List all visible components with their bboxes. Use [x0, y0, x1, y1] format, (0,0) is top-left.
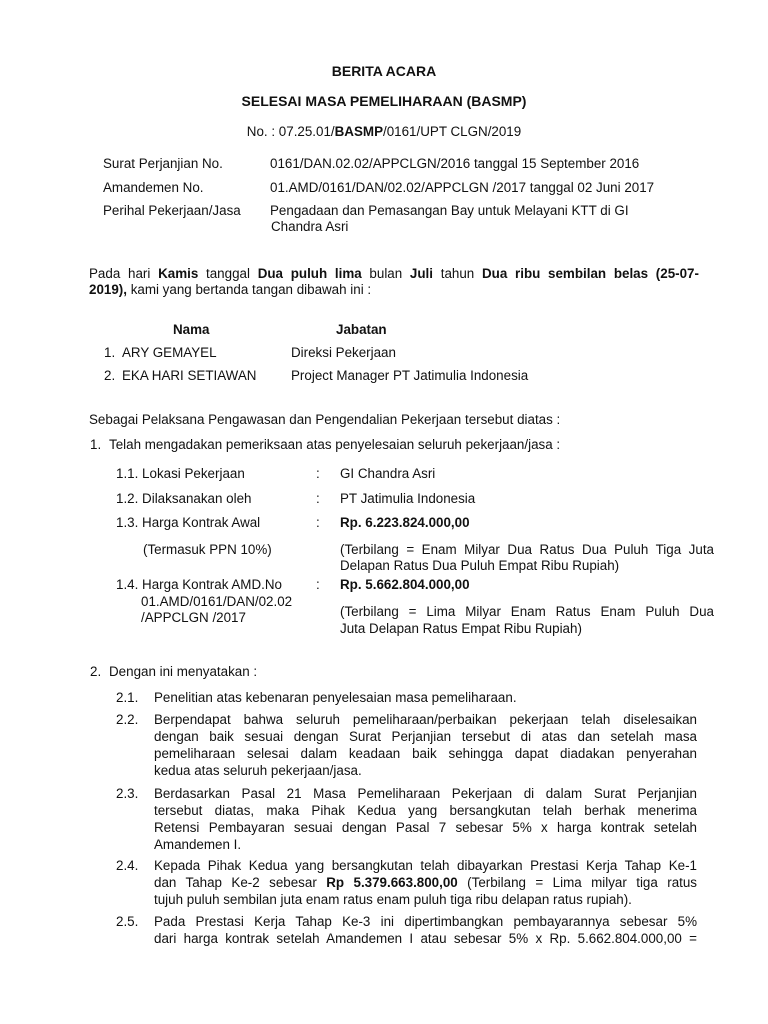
ref-label-agreement: Surat Perjanjian No. — [103, 156, 223, 171]
ref-label-subject: Perihal Pekerjaan/Jasa — [103, 203, 241, 218]
item-text-line: Berdasarkan Pasal 21 Masa Pemeliharaan Pekerjaan di dalam Surat Perjanjian — [154, 786, 697, 801]
number-code: BASMP — [334, 124, 383, 139]
item-text: (Terbilang = Lima milyar tiga ratus — [457, 875, 698, 890]
colon: : — [316, 491, 320, 506]
opening-text: kami yang bertanda tangan dibawah ini : — [126, 282, 372, 297]
executor-label: 1.2. Dilaksanakan oleh — [116, 491, 252, 506]
opening-line-1 — [89, 265, 699, 282]
ref-value-subject-1: Pengadaan dan Pemasangan Bay untuk Melayani KTT di GI — [270, 203, 629, 218]
item-text-line: Kepada Pihak Kedua yang bersangkutan telah dibayarkan Prestasi Kerja Tahap Ke-1 — [154, 858, 697, 873]
executor-value: PT Jatimulia Indonesia — [340, 491, 476, 506]
location-value: GI Chandra Asri — [340, 466, 436, 481]
opening-date: Dua puluh lima — [257, 266, 362, 281]
colon: : — [316, 515, 320, 530]
opening-text: Pada hari — [89, 266, 159, 281]
ref-value-subject-2: Chandra Asri — [271, 219, 349, 234]
opening-text: tahun — [433, 266, 482, 281]
document-subtitle: SELESAI MASA PEMELIHARAAN (BASMP) — [241, 93, 527, 109]
signatory-header-position: Jabatan — [336, 322, 387, 337]
amd-label-1: 1.4. Harga Kontrak AMD.No — [116, 577, 282, 592]
item-text-line: Berpendapat bahwa seluruh pemeliharaan/perbaikan pekerjaan telah diselesaikan — [154, 712, 697, 727]
item-text-line: tujuh puluh sembilan juta enam ratus enam puluh tiga ribu delapan ratus rupiah). — [154, 892, 632, 907]
item-text-line: Amandemen I. — [154, 837, 242, 852]
item-text-line: Retensi Pembayaran sesuai dengan Pasal 7 sebesar 5% x harga kontrak setelah — [154, 820, 697, 835]
amd-label-2: 01.AMD/0161/DAN/02.02 — [141, 594, 293, 609]
ref-label-amendment: Amandemen No. — [103, 180, 204, 195]
item-text-line: kedua atas seluruh pekerjaan/jasa. — [154, 763, 362, 778]
opening-text: tanggal — [198, 266, 258, 281]
item-number: 2.5. — [116, 914, 139, 929]
price-words-2: Delapan Ratus Dua Puluh Empat Ribu Rupiah) — [340, 558, 620, 573]
signatory-position: Direksi Pekerjaan — [291, 345, 396, 360]
item-number: 2.1. — [116, 690, 139, 705]
opening-day: Kamis — [158, 266, 199, 281]
paid-amount: Rp 5.379.663.800,00 — [326, 875, 458, 890]
number-prefix: No. : 07.25.01/ — [246, 124, 335, 139]
opening-year: Dua ribu sembilan belas (25-07- — [481, 266, 699, 281]
ref-value-amendment: 01.AMD/0161/DAN/02.02/APPCLGN /2017 tanggal 02 Juni 2017 — [270, 180, 655, 195]
opening-month: Juli — [409, 266, 433, 281]
item-number: 2.2. — [116, 712, 139, 727]
item-number: 2.3. — [116, 786, 139, 801]
amd-value: Rp. 5.662.804.000,00 — [340, 577, 470, 592]
item-text-line: Pada Prestasi Kerja Tahap Ke-3 ini dipertimbangkan pembayarannya sebesar 5% — [154, 914, 697, 929]
amd-words-1: (Terbilang = Lima Milyar Enam Ratus Enam Puluh Dua — [340, 604, 714, 619]
intro-text: Sebagai Pelaksana Pengawasan dan Pengendalian Pekerjaan tersebut diatas : — [89, 412, 561, 427]
opening-year-end: 2019), — [89, 282, 127, 297]
item-number: 2.4. — [116, 858, 139, 873]
colon: : — [316, 466, 320, 481]
signatory-position: Project Manager PT Jatimulia Indonesia — [291, 368, 529, 383]
price-label: 1.3. Harga Kontrak Awal — [116, 515, 261, 530]
item-text: dan Tahap Ke-2 sebesar — [154, 875, 327, 890]
point2-number: 2. — [90, 664, 102, 679]
price-words-1: (Terbilang = Enam Milyar Dua Ratus Dua Puluh Tiga Juta — [340, 542, 714, 557]
opening-line-2 — [89, 281, 371, 298]
item-text-line: Penelitian atas kebenaran penyelesaian masa pemeliharaan. — [154, 690, 517, 705]
item-text-line: dari harga kontrak setelah Amandemen I atau sebesar 5% x Rp. 5.662.804.000,00 = — [154, 931, 697, 946]
item-text-line: tersebut diatas, maka Pihak Kedua yang bersangkutan telah berhak menerima — [154, 803, 697, 818]
number-suffix: /0161/UPT CLGN/2019 — [383, 124, 522, 139]
signatory-name: EKA HARI SETIAWAN — [122, 368, 257, 383]
item-text-line — [154, 874, 697, 891]
price-value: Rp. 6.223.824.000,00 — [340, 515, 470, 530]
ref-value-agreement: 0161/DAN.02.02/APPCLGN/2016 tanggal 15 September 2016 — [270, 156, 640, 171]
item-text-line: pemeliharaan selesai dalam keadaan baik sehingga dapat diadakan penyerahan — [154, 746, 697, 761]
signatory-no: 1. — [104, 345, 116, 360]
document-number — [0, 123, 768, 140]
signatory-header-name: Nama — [173, 322, 210, 337]
point2-text: Dengan ini menyatakan : — [109, 664, 258, 679]
item-text-line: dengan baik sesuai dengan Surat Perjanjian tersebut di atas dan setelah masa — [154, 729, 697, 744]
amd-words-2: Juta Delapan Ratus Empat Ribu Rupiah) — [340, 621, 582, 636]
signatory-name: ARY GEMAYEL — [122, 345, 217, 360]
point1-number: 1. — [90, 437, 102, 452]
document-title: BERITA ACARA — [331, 63, 437, 79]
opening-text: bulan — [361, 266, 410, 281]
amd-label-3: /APPCLGN /2017 — [141, 610, 246, 625]
point1-text: Telah mengadakan pemeriksaan atas penyelesaian seluruh pekerjaan/jasa : — [109, 437, 561, 452]
price-note: (Termasuk PPN 10%) — [143, 542, 272, 557]
colon: : — [316, 577, 320, 592]
signatory-no: 2. — [104, 368, 116, 383]
location-label: 1.1. Lokasi Pekerjaan — [116, 466, 245, 481]
